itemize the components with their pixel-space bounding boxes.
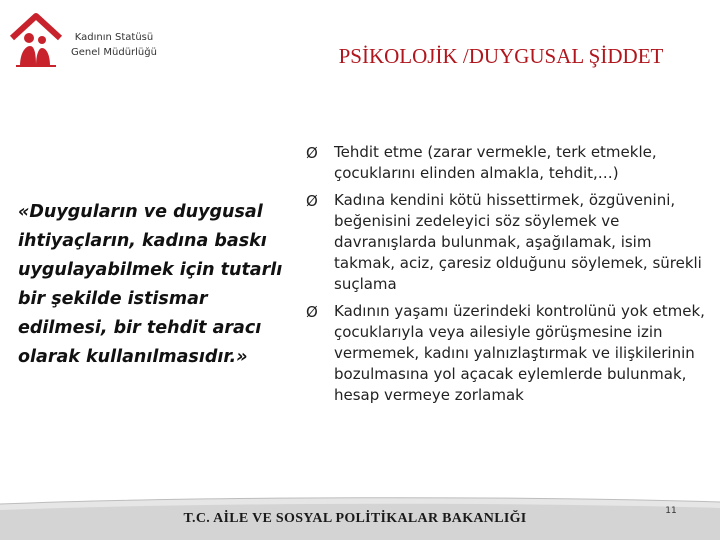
ministry-name: T.C. AİLE VE SOSYAL POLİTİKALAR BAKANLIĞI [183,511,527,526]
bullet-text: Kadının yaşamı üzerindeki kontrolünü yok etmek, çocuklarıyla veya ailesiyle görüşmesine izin vermemek, kadını yalnızlaştırmak ve ilişkilerinin bozulmasına yol açacak eylemlerde bulunmak, hesap vermeye zorlamak [334,302,705,404]
page-title: PSİKOLOJİK /DUYGUSAL ŞİDDET [338,44,664,68]
bullet-text: Kadına kendini kötü hissettirmek, özgüvenini, beğenisini zedeleyici söz söylemek ve davranışlarda bulunmak, aşağılamak, isim takmak, aciz, çaresiz olduğunu söylemek, sürekli suçlama [334,191,702,293]
definition-quote: «Duyguların ve duygusal ihtiyaçların, kadına baskı uygulayabilmek için tutarlı bir şekilde istismar edilmesi, bir tehdit aracı olarak kullanılmasıdır.» [18,202,283,367]
page-number: 11 [665,506,677,516]
logo [6,8,166,72]
logo-line-2: Genel Müdürlüğü [71,47,157,58]
bullet-text: Tehdit etme (zarar vermekle, terk etmekle, çocuklarını elinden almakla, tehdit,…) [334,143,657,182]
arrow-bullet-icon: Ø [306,144,318,162]
logo-emblem-icon [6,8,66,72]
arrow-bullet-icon: Ø [306,192,318,210]
arrow-bullet-icon: Ø [306,303,318,321]
bullet-item [304,190,712,295]
bullet-item [304,142,712,184]
logo-line-1: Kadının Statüsü [74,32,154,43]
logo-text [64,30,164,60]
bullet-list [304,142,712,412]
bullet-item [304,301,712,406]
footer [0,496,720,540]
